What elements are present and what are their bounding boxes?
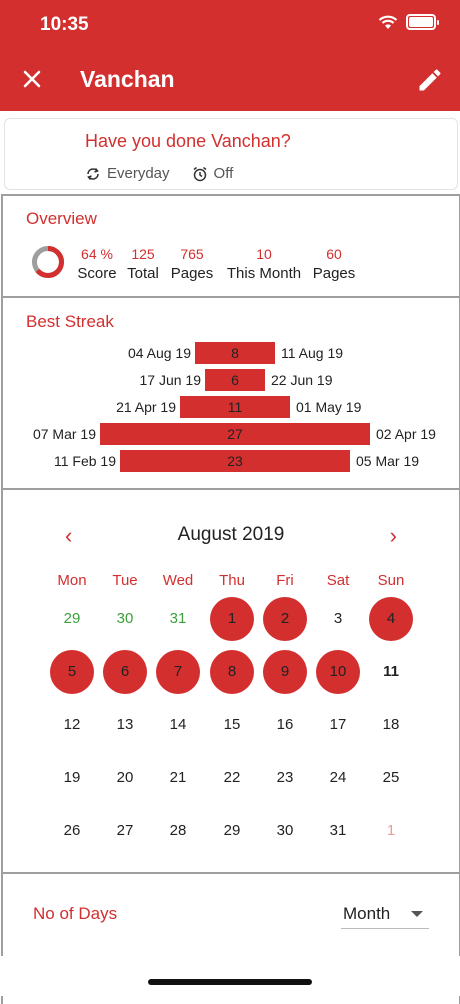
streak-row [3, 342, 459, 364]
overview-section [1, 194, 460, 300]
battery-icon [406, 14, 436, 30]
period-dropdown[interactable] [341, 902, 429, 929]
calendar-day[interactable]: 26 [63, 822, 81, 839]
calendar-day[interactable]: 14 [169, 716, 187, 733]
calendar-day[interactable]: 11 [383, 663, 399, 680]
calendar-day[interactable]: 3 [333, 610, 343, 627]
wifi-icon [378, 15, 398, 30]
streak-bar: 27 [100, 423, 370, 445]
calendar-day[interactable]: 28 [169, 822, 187, 839]
stat-value: 64 % [81, 246, 113, 262]
streak-row [3, 369, 459, 391]
calendar-day[interactable]: 29 [63, 610, 81, 627]
weekday-label: Sun [377, 572, 405, 589]
stat-label: Total [127, 265, 159, 282]
frequency-label: Everyday [107, 165, 170, 182]
calendar-day-completed[interactable]: 10 [316, 650, 360, 694]
calendar-day[interactable]: 18 [382, 716, 400, 733]
best-streak-title: Best Streak [26, 312, 114, 331]
calendar-day[interactable]: 31 [329, 822, 347, 839]
streak-bar: 23 [120, 450, 350, 472]
calendar-day[interactable]: 1 [386, 822, 396, 839]
calendar-day[interactable]: 17 [329, 716, 347, 733]
pencil-icon[interactable] [416, 66, 444, 94]
weekday-label: Sat [326, 572, 350, 589]
stat-month-pages [311, 246, 357, 282]
reminder-info [192, 165, 234, 182]
streak-row [3, 396, 459, 418]
calendar-day-completed[interactable]: 8 [210, 650, 254, 694]
calendar-day-completed[interactable]: 6 [103, 650, 147, 694]
streak-start-date: 21 Apr 19 [116, 399, 176, 415]
calendar-section [1, 488, 460, 876]
stat-label: Pages [170, 265, 214, 282]
calendar-day-completed[interactable]: 1 [210, 597, 254, 641]
question-meta [85, 165, 233, 182]
streak-start-date: 07 Mar 19 [32, 426, 96, 442]
stat-value: 10 [256, 246, 272, 262]
reminder-label: Off [213, 165, 234, 182]
calendar-month-title: August 2019 [177, 524, 285, 545]
question-title: Have you done Vanchan? [85, 131, 291, 151]
calendar-day-completed[interactable]: 9 [263, 650, 307, 694]
repeat-icon [85, 166, 101, 182]
calendar-day[interactable]: 13 [116, 716, 134, 733]
best-streak-section [1, 296, 460, 492]
calendar-day[interactable]: 19 [63, 769, 81, 786]
home-bar-area [0, 956, 460, 996]
streak-row [3, 450, 459, 472]
calendar-day[interactable]: 29 [223, 822, 241, 839]
stat-pages [168, 246, 216, 282]
calendar-day[interactable]: 31 [169, 610, 187, 627]
period-value: Month [343, 904, 391, 923]
streak-end-date: 02 Apr 19 [376, 426, 436, 442]
stat-this-month [223, 246, 305, 282]
calendar-day[interactable]: 27 [116, 822, 134, 839]
stat-score [73, 246, 121, 282]
streak-bar: 11 [180, 396, 290, 418]
weekday-label: Mon [57, 572, 87, 589]
stat-value: 60 [326, 246, 342, 262]
status-time: 10:35 [40, 14, 89, 35]
streak-row [3, 423, 459, 445]
page-title: Vanchan [80, 66, 175, 92]
caret-down-icon [411, 911, 423, 917]
calendar-day[interactable]: 23 [276, 769, 294, 786]
overview-title: Overview [26, 209, 97, 228]
calendar-day[interactable]: 12 [63, 716, 81, 733]
streak-start-date: 04 Aug 19 [127, 345, 191, 361]
chevron-left-icon[interactable]: ‹ [65, 523, 73, 548]
calendar-day[interactable]: 15 [223, 716, 241, 733]
app-bar [0, 0, 460, 111]
streak-end-date: 11 Aug 19 [281, 345, 344, 361]
stat-value: 765 [180, 246, 204, 262]
weekday-label: Fri [276, 572, 294, 589]
stat-label: Pages [312, 265, 356, 282]
habit-question-card[interactable] [4, 118, 458, 190]
calendar-day[interactable]: 24 [329, 769, 347, 786]
stat-value: 125 [131, 246, 155, 262]
calendar-day[interactable]: 21 [169, 769, 187, 786]
stat-total [122, 246, 164, 282]
status-icons [378, 14, 436, 30]
calendar-day[interactable]: 25 [382, 769, 400, 786]
weekday-label: Thu [219, 572, 245, 589]
streak-end-date: 22 Jun 19 [271, 372, 333, 388]
calendar-day[interactable]: 16 [276, 716, 294, 733]
calendar-day-completed[interactable]: 2 [263, 597, 307, 641]
calendar-day-completed[interactable]: 7 [156, 650, 200, 694]
weekday-label: Tue [112, 572, 138, 589]
alarm-icon [192, 166, 208, 182]
calendar-day[interactable]: 22 [223, 769, 241, 786]
days-title: No of Days [33, 904, 118, 923]
calendar-day[interactable]: 20 [116, 769, 134, 786]
calendar-day[interactable]: 30 [276, 822, 294, 839]
streak-bar: 6 [205, 369, 265, 391]
chevron-right-icon[interactable]: › [389, 523, 397, 548]
streak-end-date: 05 Mar 19 [356, 453, 420, 469]
home-indicator[interactable] [148, 979, 312, 985]
close-icon[interactable] [18, 65, 46, 93]
frequency-info [85, 165, 170, 182]
streak-start-date: 17 Jun 19 [139, 372, 201, 388]
calendar-day-completed[interactable]: 4 [369, 597, 413, 641]
calendar-day-completed[interactable]: 5 [50, 650, 94, 694]
stat-label: Score [77, 265, 117, 282]
streak-bar: 8 [195, 342, 275, 364]
streak-start-date: 11 Feb 19 [53, 453, 116, 469]
score-ring [31, 245, 65, 279]
streak-end-date: 01 May 19 [296, 399, 362, 415]
calendar-day[interactable]: 30 [116, 610, 134, 627]
weekday-label: Wed [162, 572, 194, 589]
stat-label: This Month [226, 265, 302, 282]
